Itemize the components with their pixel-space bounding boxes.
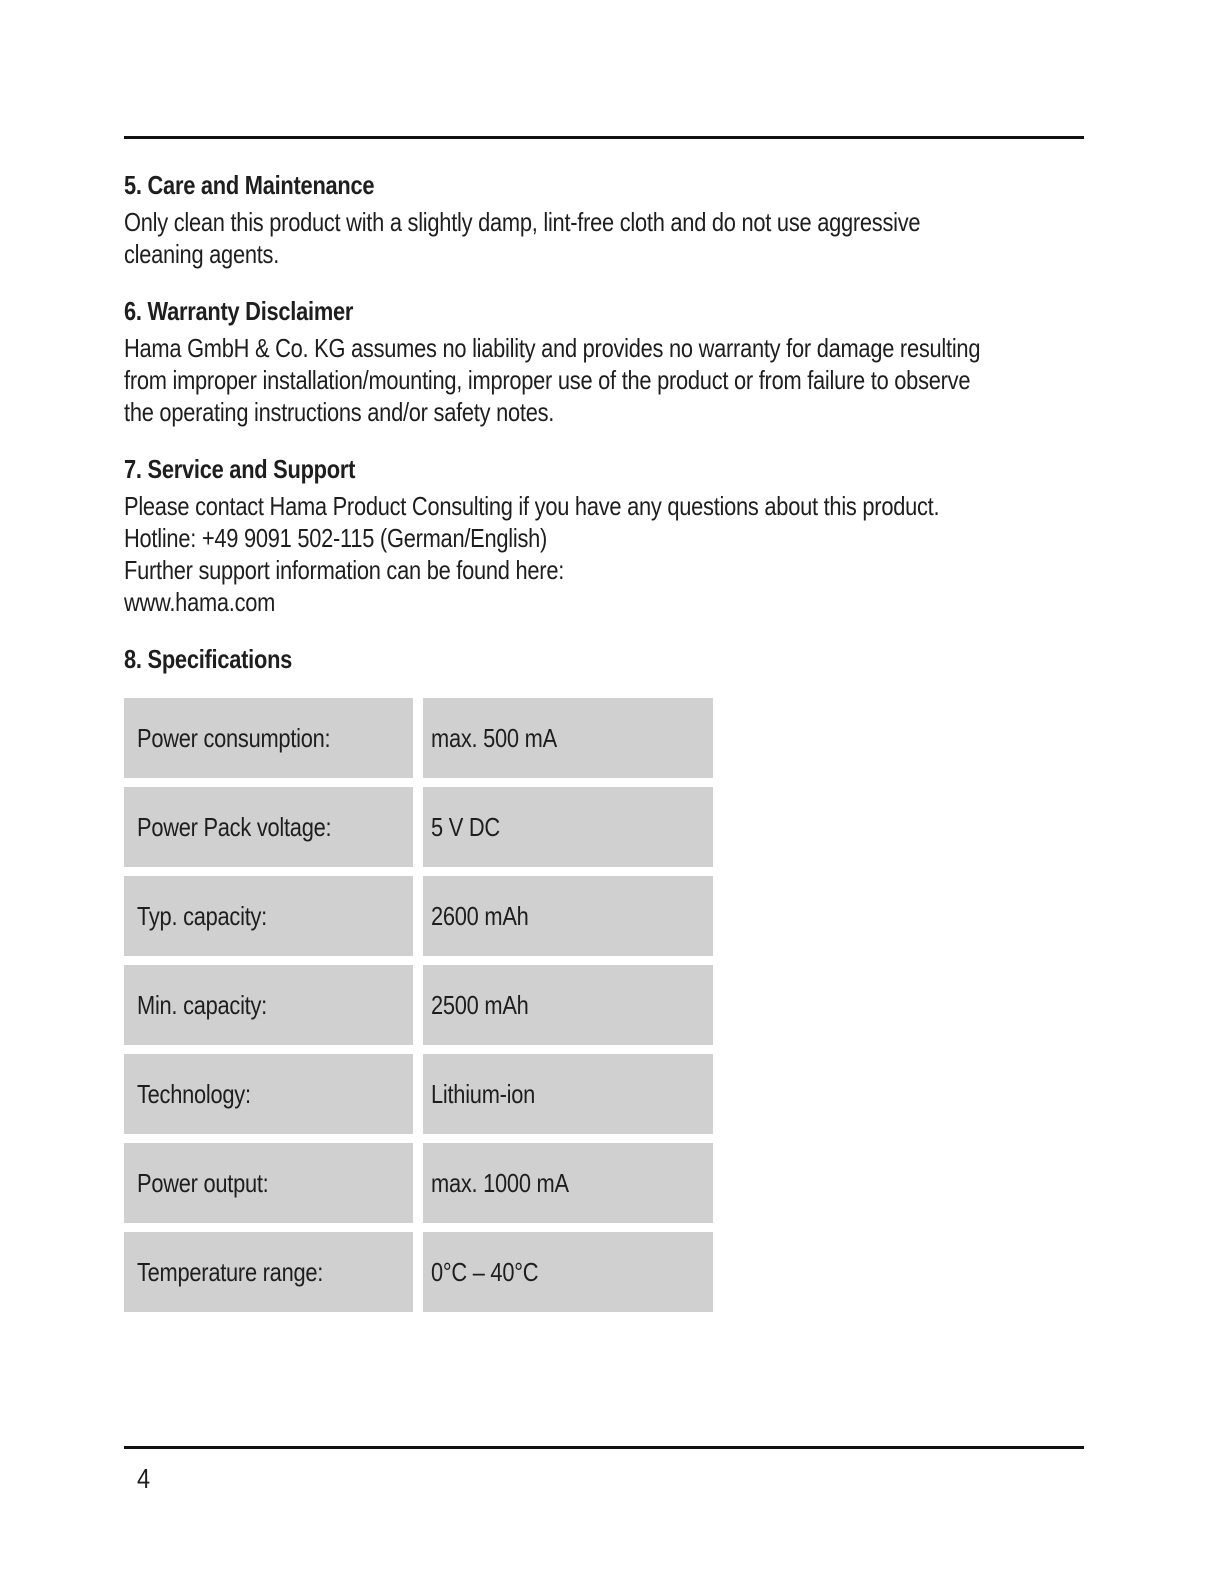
spec-label-cell [124, 1232, 413, 1312]
spec-value: max. 1000 mA [431, 1167, 569, 1198]
spec-label-cell [124, 1054, 413, 1134]
table-row [124, 787, 713, 867]
section-title: 7. Service and Support [124, 454, 356, 484]
section-title: 8. Specifications [124, 644, 293, 674]
text-line: the operating instructions and/or safety notes. [124, 397, 555, 427]
page-number: 4 [137, 1463, 151, 1494]
table-row [124, 1232, 713, 1312]
spec-value-cell [423, 1232, 713, 1312]
text-line: Please contact Hama Product Consulting if you have any questions about this product. [124, 491, 940, 521]
top-rule [124, 136, 1084, 139]
section-care-maintenance [124, 168, 1084, 270]
spec-label: Technology: [137, 1078, 251, 1109]
spec-label-cell [124, 965, 413, 1045]
spec-value: 2600 mAh [431, 900, 529, 931]
section-specifications [124, 642, 1084, 676]
text-line: cleaning agents. [124, 239, 280, 269]
spec-label-cell [124, 1143, 413, 1223]
spec-value: 2500 mAh [431, 989, 529, 1020]
spec-value-cell [423, 1054, 713, 1134]
spec-label: Typ. capacity: [137, 900, 268, 931]
spec-value: Lithium-ion [431, 1078, 536, 1109]
text-line: Hama GmbH & Co. KG assumes no liability and provides no warranty for damage resulting [124, 333, 981, 363]
text-line: from improper installation/mounting, improper use of the product or from failure to observe [124, 365, 971, 395]
document-body [124, 168, 1084, 680]
spec-value: 0°C – 40°C [431, 1256, 539, 1287]
spec-value-cell [423, 876, 713, 956]
text-line: Further support information can be found here: [124, 555, 565, 585]
section-text [124, 490, 1082, 618]
table-row [124, 1054, 713, 1134]
bottom-rule [124, 1446, 1084, 1449]
spec-value: 5 V DC [431, 811, 500, 842]
text-line: Only clean this product with a slightly damp, lint-free cloth and do not use aggressive [124, 207, 921, 237]
spec-label: Temperature range: [137, 1256, 324, 1287]
spec-label: Min. capacity: [137, 989, 267, 1020]
section-service-support [124, 452, 1084, 618]
spec-label: Power output: [137, 1167, 269, 1198]
section-text [124, 332, 1082, 428]
table-row [124, 698, 713, 778]
spec-label-cell [124, 698, 413, 778]
spec-label: Power Pack voltage: [137, 811, 332, 842]
section-title: 5. Care and Maintenance [124, 170, 375, 200]
spec-label-cell [124, 787, 413, 867]
spec-value-cell [423, 787, 713, 867]
table-row [124, 876, 713, 956]
section-warranty-disclaimer [124, 294, 1084, 428]
website-link[interactable]: www.hama.com [124, 587, 276, 617]
spec-value: max. 500 mA [431, 722, 557, 753]
section-title: 6. Warranty Disclaimer [124, 296, 354, 326]
spec-value-cell [423, 965, 713, 1045]
hotline-text: Hotline: +49 9091 502-115 (German/English) [124, 523, 548, 553]
table-row [124, 1143, 713, 1223]
table-row [124, 965, 713, 1045]
spec-value-cell [423, 698, 713, 778]
spec-label-cell [124, 876, 413, 956]
specifications-table [124, 698, 713, 1321]
spec-value-cell [423, 1143, 713, 1223]
section-text [124, 206, 1082, 270]
spec-label: Power consumption: [137, 722, 331, 753]
